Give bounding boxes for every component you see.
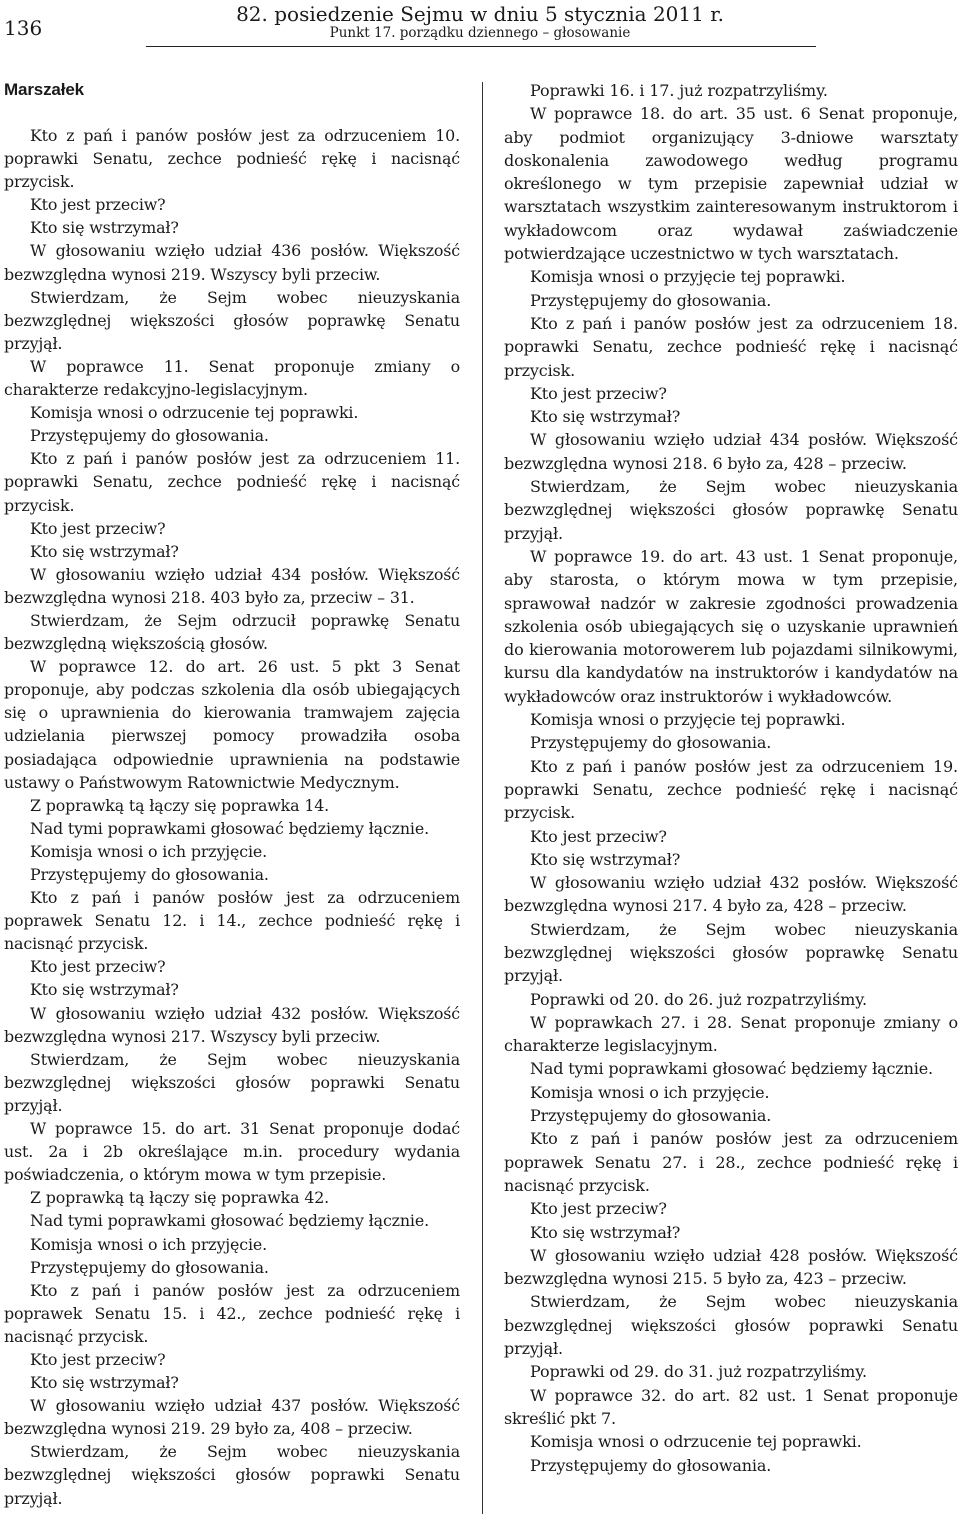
paragraph: Kto jest przeciw? — [30, 957, 166, 977]
paragraph: Komisja wnosi o przyjęcie tej poprawki. — [530, 267, 846, 287]
paragraph: Przystępujemy do głosowania. — [530, 1106, 772, 1126]
paragraph: Komisja wnosi o odrzucenie tej poprawki. — [30, 403, 359, 423]
paragraph: Przystępujemy do głosowania. — [30, 426, 269, 446]
paragraph: W głosowaniu wzięło udział 432 posłów. Większość bezwzględna wynosi 217. 4 było za, 428 – przeciw. — [504, 873, 958, 916]
paragraph: Przystępujemy do głosowania. — [30, 1257, 269, 1277]
paragraph: Przystępujemy do głosowania. — [530, 733, 772, 753]
paragraph: Stwierdzam, że Sejm wobec nieuzyskania bezwzględnej większości głosów poprawki Senatu przyjął. — [4, 1049, 460, 1115]
paragraph: W poprawkach 27. i 28. Senat proponuje zmiany o charakterze legislacyjnym. — [504, 1012, 958, 1056]
paragraph: Kto z pań i panów posłów jest za odrzuceniem 18. poprawki Senatu, zechce podnieść rękę i nacisnąć przycisk. — [504, 313, 958, 380]
paragraph: W poprawce 12. do art. 26 ust. 5 pkt 3 Senat proponuje, aby podczas szkolenia dla osób ubiegających się o uprawnienia do kierowania tramwajem zajęcia udzielania pierwszej pomocy prowadziła osoba posiadająca odpowiednie uprawnienia na podstawie ustawy o Państwowym Ratownictwie Medycznym. — [4, 657, 460, 792]
paragraph: Kto z pań i panów posłów jest za odrzuceniem 19. poprawki Senatu, zechce podnieść rękę i nacisnąć przycisk. — [504, 756, 958, 823]
paragraph: Kto jest przeciw? — [30, 195, 166, 215]
paragraph: Stwierdzam, że Sejm wobec nieuzyskania bezwzględnej większości głosów poprawkę Senatu przyjął. — [4, 287, 460, 353]
left-paragraphs — [4, 124, 460, 1510]
paragraph: Z poprawką tą łączy się poprawka 14. — [30, 795, 330, 815]
paragraph: Stwierdzam, że Sejm wobec nieuzyskania bezwzględnej większości głosów poprawki Senatu przyjął. — [4, 1442, 460, 1508]
paragraph: Kto się wstrzymał? — [530, 849, 681, 869]
paragraph: Kto się wstrzymał? — [30, 218, 179, 238]
paragraph: Poprawki od 20. do 26. już rozpatrzyliśmy. — [530, 989, 867, 1009]
paragraph: Kto się wstrzymał? — [30, 1373, 179, 1393]
paragraph: W głosowaniu wzięło udział 436 posłów. Większość bezwzględna wynosi 219. Wszyscy byli przeciw. — [4, 241, 460, 284]
paragraph: Kto z pań i panów posłów jest za odrzuceniem 10. poprawki Senatu, zechce podnieść rękę i nacisnąć przycisk. — [4, 126, 460, 192]
paragraph: Z poprawką tą łączy się poprawka 42. — [30, 1188, 330, 1208]
right-column — [504, 79, 958, 1477]
paragraph: Nad tymi poprawkami głosować będziemy łącznie. — [30, 818, 429, 838]
paragraph: Kto się wstrzymał? — [30, 541, 179, 561]
paragraph: Kto z pań i panów posłów jest za odrzuceniem poprawek Senatu 27. i 28., zechce podnieść rękę i nacisnąć przycisk. — [504, 1129, 958, 1195]
paragraph: Kto się wstrzymał? — [530, 407, 681, 427]
paragraph: Nad tymi poprawkami głosować będziemy łącznie. — [30, 1211, 429, 1231]
paragraph: W poprawce 11. Senat proponuje zmiany o charakterze redakcyjno-legislacyjnym. — [4, 356, 460, 400]
paragraph: Komisja wnosi o ich przyjęcie. — [30, 1234, 268, 1254]
paragraph: Stwierdzam, że Sejm wobec nieuzyskania bezwzględnej większości głosów poprawki Senatu przyjął. — [504, 1292, 958, 1359]
paragraph: Kto jest przeciw? — [30, 1349, 166, 1369]
paragraph: W poprawce 19. do art. 43 ust. 1 Senat proponuje, aby starosta, o którym mowa w tym przepisie, sprawował nadzór w zakresie zgodności prowadzenia szkolenia osób ubiegających się o uzyskanie uprawnień do kierowania motorowerem lub pojazdami silnikowymi, kursu dla kandydatów na instruktorów i kandydatów na wykładowców oraz instruktorów i wykładowców. — [504, 546, 958, 706]
paragraph: W poprawce 32. do art. 82 ust. 1 Senat proponuje skreślić pkt 7. — [504, 1385, 958, 1428]
left-column — [4, 78, 460, 1510]
speaker-name: Marszałek — [4, 80, 84, 99]
page-number: 136 — [4, 16, 43, 40]
paragraph: Przystępujemy do głosowania. — [530, 290, 772, 310]
page-header — [0, 0, 960, 56]
paragraph: Kto z pań i panów posłów jest za odrzuceniem poprawek Senatu 12. i 14., zechce podnieść rękę i nacisnąć przycisk. — [4, 888, 460, 954]
paragraph: Kto jest przeciw? — [530, 826, 667, 846]
paragraph: Komisja wnosi o odrzucenie tej poprawki. — [530, 1432, 862, 1452]
paragraph: Komisja wnosi o ich przyjęcie. — [30, 841, 268, 861]
paragraph: Kto jest przeciw? — [30, 518, 166, 538]
paragraph: Przystępujemy do głosowania. — [30, 865, 269, 884]
paragraph: Stwierdzam, że Sejm odrzucił poprawkę Senatu bezwzględną większością głosów. — [4, 610, 460, 654]
paragraph: Stwierdzam, że Sejm wobec nieuzyskania bezwzględnej większości głosów poprawkę Senatu przyjął. — [504, 919, 958, 986]
paragraph: W głosowaniu wzięło udział 437 posłów. Większość bezwzględna wynosi 219. 29 było za, 408 – przeciw. — [4, 1396, 460, 1439]
paragraph: Poprawki 16. i 17. już rozpatrzyliśmy. — [530, 81, 828, 100]
paragraph: Kto z pań i panów posłów jest za odrzuceniem 11. poprawki Senatu, zechce podnieść rękę i nacisnąć przycisk. — [4, 449, 460, 515]
header-title: 82. posiedzenie Sejmu w dniu 5 stycznia 2011 r. — [236, 2, 724, 26]
paragraph: W poprawce 18. do art. 35 ust. 6 Senat proponuje, aby podmiot organizujący 3-dniowe warsztaty doskonalenia zawodowego według programu określonego w tym przepisie zapewniał udział w warsztatach wszystkim zainteresowanym instruktorom i wykładowcom oraz wydawał zaświadczenie potwierdzające uczestnictwo w tych warsztatach. — [504, 104, 958, 264]
paragraph: W poprawce 15. do art. 31 Senat proponuje dodać ust. 2a i 2b określające m.in. procedury wydania poświadczenia, o którym mowa w tym przepisie. — [4, 1119, 460, 1185]
paragraph: Nad tymi poprawkami głosować będziemy łącznie. — [530, 1059, 933, 1079]
paragraph: W głosowaniu wzięło udział 432 posłów. Większość bezwzględna wynosi 217. Wszyscy byli przeciw. — [4, 1003, 460, 1046]
paragraph: W głosowaniu wzięło udział 434 posłów. Większość bezwzględna wynosi 218. 403 było za, przeciw – 31. — [4, 564, 460, 607]
paragraph: Komisja wnosi o przyjęcie tej poprawki. — [530, 710, 846, 730]
column-divider — [482, 82, 483, 1514]
right-paragraphs — [504, 79, 958, 1477]
paragraph: Kto jest przeciw? — [530, 383, 667, 403]
header-subtitle: Punkt 17. porządku dziennego – głosowanie — [329, 25, 631, 41]
header-rule — [146, 46, 816, 47]
paragraph: Kto się wstrzymał? — [530, 1222, 681, 1242]
paragraph: W głosowaniu wzięło udział 434 posłów. Większość bezwzględna wynosi 218. 6 było za, 428 – przeciw. — [504, 430, 958, 473]
paragraph: Kto jest przeciw? — [530, 1199, 667, 1219]
paragraph: Komisja wnosi o ich przyjęcie. — [530, 1082, 770, 1102]
paragraph: Stwierdzam, że Sejm wobec nieuzyskania bezwzględnej większości głosów poprawkę Senatu przyjął. — [504, 477, 958, 543]
paragraph: W głosowaniu wzięło udział 428 posłów. Większość bezwzględna wynosi 215. 5 było za, 423 – przeciw. — [504, 1245, 958, 1289]
paragraph: Przystępujemy do głosowania. — [530, 1455, 772, 1475]
paragraph: Poprawki od 29. do 31. już rozpatrzyliśmy. — [530, 1362, 867, 1382]
paragraph: Kto z pań i panów posłów jest za odrzuceniem poprawek Senatu 15. i 42., zechce podnieść rękę i nacisnąć przycisk. — [4, 1280, 460, 1346]
paragraph: Kto się wstrzymał? — [30, 980, 179, 1000]
